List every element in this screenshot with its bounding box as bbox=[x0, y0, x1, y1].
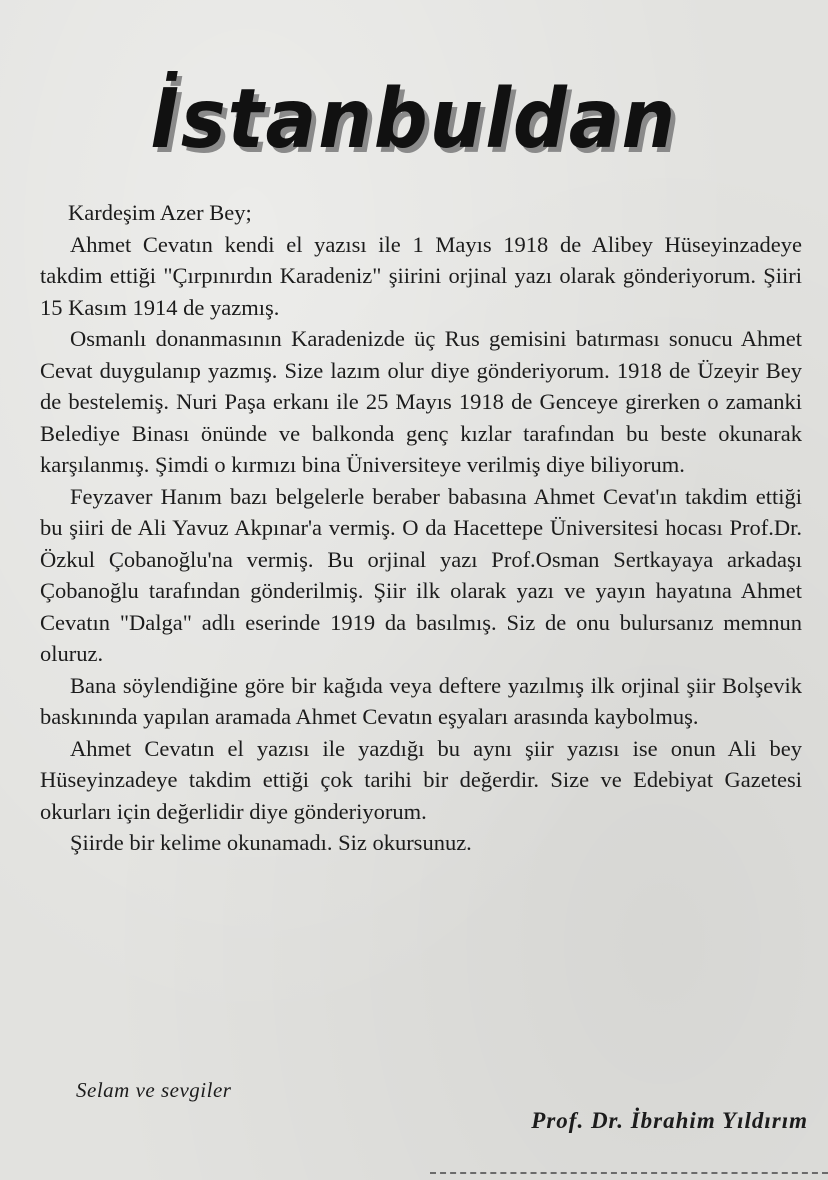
letter-paragraph: Ahmet Cevatın kendi el yazısı ile 1 Mayıs 1918 de Alibey Hüseyinzadeye takdim ettiği "Çırpınırdın Karadeniz" şiirini orjinal yazı olarak gönderiyorum. Şiiri 15 Kasım 1914 de yazmış. bbox=[40, 231, 802, 320]
letter-closing: Selam ve sevgiler bbox=[76, 1078, 232, 1102]
letter-paragraph: Feyzaver Hanım bazı belgelerle beraber babasına Ahmet Cevat'ın takdim ettiği bu şiiri de Ali Yavuz Akpınar'a vermiş. O da Hacettepe Üniversitesi hocası Prof.Dr. Özkul Çobanoğlu'na vermiş. Bu orjinal yazı Prof.Osman Sertkayaya arkadaşı Çobanoğlu tarafından gönderilmiş. Şiir ilk olarak yazı ve yayın hayatına Ahmet Cevatın "Dalga" adlı eserinde 1919 da basılmış. Siz de onu bulursanız memnun oluruz. bbox=[40, 483, 802, 666]
page-title: İstanbuldan bbox=[150, 71, 678, 167]
letter-salutation: Kardeşim Azer Bey; bbox=[68, 200, 252, 225]
letter-paragraph: Bana söylendiğine göre bir kağıda veya deftere yazılmış ilk orjinal şiir Bolşevik baskınında yapılan aramada Ahmet Cevatın eşyaları arasında kaybolmuş. bbox=[40, 672, 802, 729]
letter-paragraph: Şiirde bir kelime okunamadı. Siz okursunuz. bbox=[70, 830, 472, 855]
letter-signature: Prof. Dr. İbrahim Yıldırım bbox=[531, 1108, 808, 1133]
letter-paragraph: Osmanlı donanmasının Karadenizde üç Rus gemisini batırması sonucu Ahmet Cevat duygulanıp yazmış. Size lazım olur diye gönderiyorum. 1918 de Üzeyir Bey de bestelemiş. Nuri Paşa erkanı ile 25 Mayıs 1918 de Genceye girerken o zamanki Belediye Binası önünde ve balkonda genç kızlar tarafından bu beste okunarak karşılanmış. Şimdi o kırmızı bina Üniversiteye verilmiş diye biliyorum. bbox=[40, 326, 802, 477]
dashed-divider bbox=[430, 1172, 828, 1174]
letter-body bbox=[40, 197, 802, 859]
letter-paragraph: Ahmet Cevatın el yazısı ile yazdığı bu aynı şiir yazısı ise onun Ali bey Hüseyinzadeye takdim ettiği çok tarihi bir değerdir. Size ve Edebiyat Gazetesi okurları için değerlidir diye gönderiyorum. bbox=[40, 735, 802, 824]
